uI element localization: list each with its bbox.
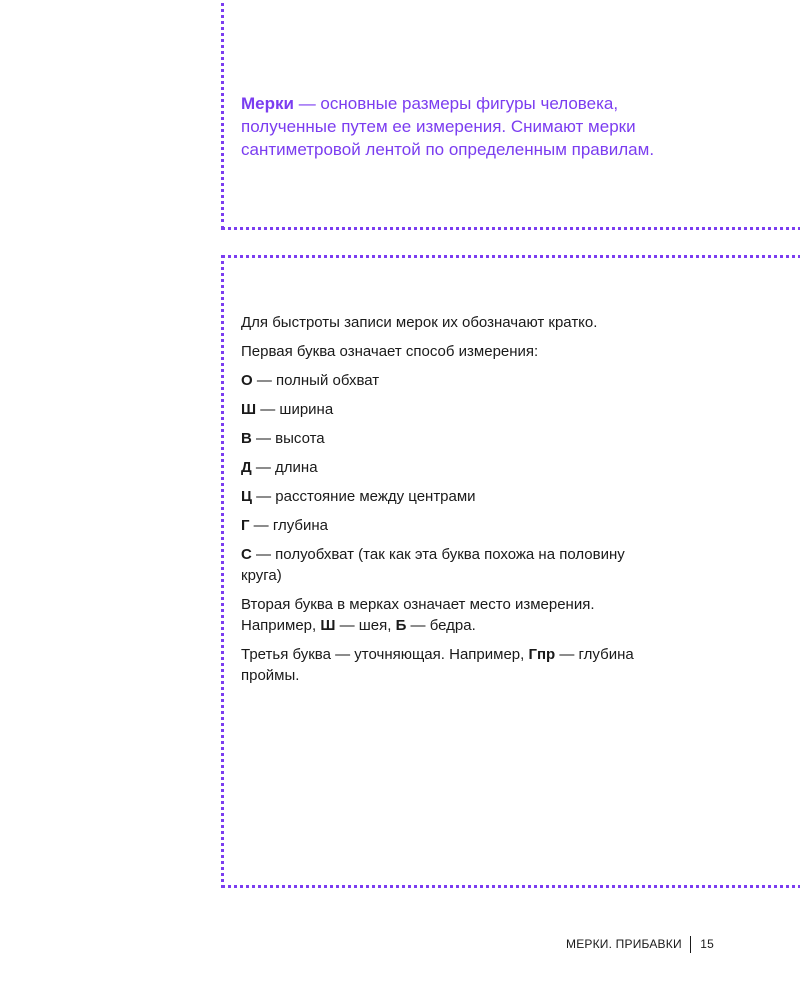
- third-letter-paragraph: [241, 644, 661, 686]
- running-head: МЕРКИ. ПРИБАВКИ: [566, 937, 682, 951]
- notation-letter: В: [241, 430, 252, 447]
- example-letter: Гпр: [528, 646, 556, 663]
- notation-desc: — глубина: [249, 517, 329, 534]
- definition-paragraph: [241, 92, 681, 161]
- notation-letter: С: [241, 546, 252, 563]
- notation-letter: Г: [241, 517, 250, 534]
- footer-divider: [690, 936, 692, 953]
- notation-desc: — полный обхват: [252, 372, 380, 389]
- notation-desc: — ширина: [256, 401, 334, 418]
- notation-item: [241, 486, 661, 507]
- second-letter-paragraph: [241, 594, 661, 636]
- notation-item: [241, 515, 661, 536]
- second-letter-text: Вторая буква в мерках означает место измерения. Например,: [241, 596, 595, 634]
- notation-section: [241, 312, 661, 694]
- notation-item: [241, 544, 661, 586]
- example-letter: Ш: [320, 617, 336, 634]
- notation-letter: О: [241, 372, 253, 389]
- example-desc: — бедра.: [406, 617, 476, 634]
- intro-line-1: Для быстроты записи мерок их обозначают кратко.: [241, 314, 598, 331]
- notation-desc: — длина: [251, 459, 318, 476]
- definition-term: Мерки: [241, 94, 294, 113]
- example-desc: — глубина проймы.: [241, 646, 634, 684]
- notation-item: [241, 399, 661, 420]
- example-desc: — шея,: [335, 617, 396, 634]
- example-letter: Б: [395, 617, 407, 634]
- intro-line-2: Первая буква означает способ измерения:: [241, 343, 539, 360]
- notation-letter: Ц: [241, 488, 252, 505]
- notation-letter: Ш: [241, 401, 257, 418]
- notation-item: [241, 428, 661, 449]
- notation-item: [241, 370, 661, 391]
- notation-letter: Д: [241, 459, 252, 476]
- page-footer: [566, 934, 714, 954]
- third-letter-text: Третья буква — уточняющая. Например,: [241, 646, 529, 663]
- notation-desc: — полуобхват (так как эта буква похожа на половину круга): [241, 546, 625, 584]
- notation-desc: — высота: [251, 430, 325, 447]
- definition-text: — основные размеры фигуры человека, полученные путем ее измерения. Снимают мерки сантиметровой лентой по определенным правилам.: [241, 94, 655, 159]
- page-number: 15: [700, 937, 715, 951]
- notation-item: [241, 457, 661, 478]
- notation-desc: — расстояние между центрами: [251, 488, 476, 505]
